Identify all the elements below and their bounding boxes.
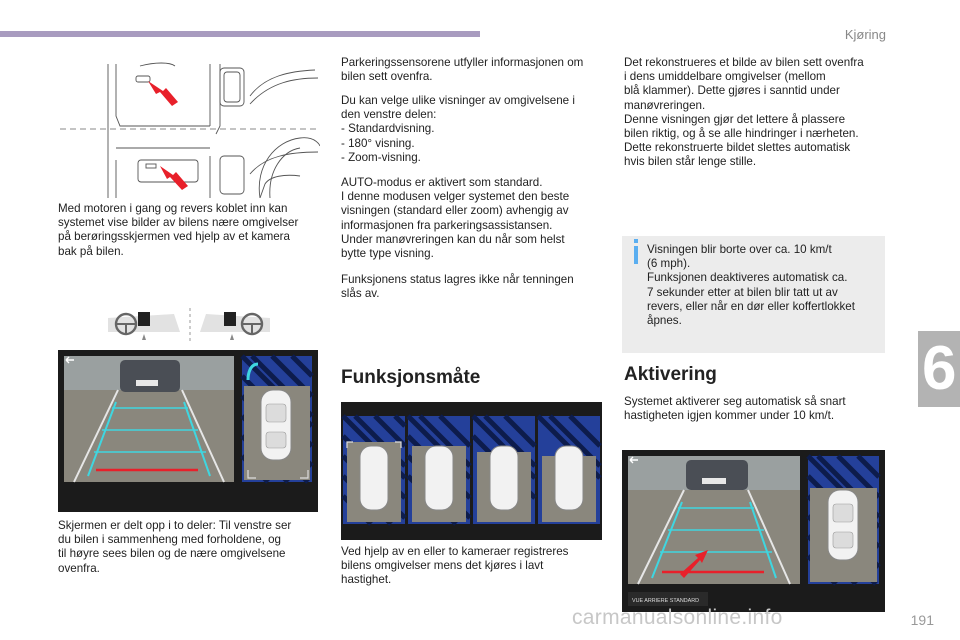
text-line: - Standardvisning. <box>341 122 435 136</box>
text-line: 7 sekunder etter at bilen blir tatt ut av <box>647 285 838 299</box>
text-line: slås av. <box>341 287 380 301</box>
text-line: - 180° visning. <box>341 136 415 150</box>
top-view-sequence-illustration <box>341 402 602 540</box>
col2-paragraph-1 <box>341 56 583 84</box>
text-line: AUTO-modus er aktivert som standard. <box>341 176 543 189</box>
text-line: visningen (standard eller zoom) avhengig av <box>341 204 569 218</box>
watermark: carmanualsonline.info <box>572 606 783 629</box>
col2-paragraph-3 <box>341 176 569 261</box>
text-line: bak på bilen. <box>58 244 124 258</box>
text-line: i dens umiddelbare omgivelser (mellom <box>624 70 826 84</box>
text-line: (6 mph). <box>647 257 691 271</box>
col1-paragraph-1 <box>58 202 298 259</box>
text-line: Parkeringssensorene utfyller informasjonen om <box>341 56 584 69</box>
text-line: åpnes. <box>647 314 682 328</box>
text-line: Det rekonstrueres et bilde av bilen sett ovenfra <box>624 56 864 69</box>
text-line: Dette rekonstruerte bildet slettes automatisk <box>624 141 851 155</box>
text-line: på berøringsskjermen ved hjelp av et kamera <box>58 230 290 244</box>
text-line: informasjonen fra parkeringsassistansen. <box>341 218 553 232</box>
text-line: bilen sett ovenfra. <box>341 70 433 84</box>
text-line: bytte type visning. <box>341 247 434 261</box>
chapter-tab[interactable] <box>918 331 960 407</box>
text-line: Systemet aktiverer seg automatisk så snart <box>624 395 846 408</box>
text-line: I denne modusen velger systemet den beste <box>341 190 570 204</box>
text-line: Under manøvreringen kan du når som helst <box>341 232 565 246</box>
heading-aktivering: Aktivering <box>624 364 717 385</box>
top-accent-bar <box>0 31 480 37</box>
col2-paragraph-5 <box>341 545 568 588</box>
info-text <box>647 243 855 328</box>
text-line: Du kan velge ulike visninger av omgivelsene i <box>341 94 575 107</box>
text-line: hvis bilen står lenge stille. <box>624 155 757 169</box>
text-line: til høyre sees bilen og de nære omgivelsene <box>58 547 286 561</box>
col3-paragraph-2 <box>624 395 846 423</box>
text-line: bilen riktig, og å se alle hindringer i nærheten. <box>624 127 859 141</box>
text-line: Funksjonens status lagres ikke når tenningen <box>341 273 574 286</box>
text-line: Funksjonen deaktiveres automatisk ca. <box>647 271 848 285</box>
text-line: hastighet. <box>341 573 392 587</box>
col1-paragraph-2 <box>58 519 291 576</box>
text-line: Ved hjelp av en eller to kameraer registreres <box>341 545 569 558</box>
info-icon <box>634 239 638 243</box>
camera-screen-activation <box>622 450 885 612</box>
text-line: manøvreringen. <box>624 98 706 112</box>
text-line: systemet vise bilder av bilens nære omgivelser <box>58 216 299 230</box>
steering-wheel-diagram <box>104 304 276 346</box>
screen-view-label: VUE ARRIERE STANDARD <box>632 598 699 604</box>
text-line: Denne visningen gjør det lettere å plassere <box>624 112 846 126</box>
text-line: - Zoom-visning. <box>341 150 421 164</box>
text-line: Visningen blir borte over ca. 10 km/t <box>647 243 832 256</box>
text-line: Med motoren i gang og revers koblet inn kan <box>58 202 288 215</box>
text-line: ovenfra. <box>58 561 100 575</box>
text-line: den venstre delen: <box>341 108 437 122</box>
text-line: hastigheten igjen kommer under 10 km/t. <box>624 409 835 423</box>
col2-paragraph-4 <box>341 273 574 301</box>
col2-paragraph-2 <box>341 94 575 165</box>
text-line: du bilen i sammenheng med forholdene, og <box>58 533 282 547</box>
text-line: Skjermen er delt opp i to deler: Til venstre ser <box>58 519 292 532</box>
chapter-number: 6 <box>922 334 957 403</box>
text-line: bilens omgivelser mens det kjøres i lavt <box>341 559 544 573</box>
info-icon-bar <box>634 246 638 264</box>
col3-paragraph-1 <box>624 56 864 170</box>
text-line: revers, eller når en dør eller koffertlokket <box>647 299 855 313</box>
rear-camera-location-illustration <box>60 56 320 198</box>
page-number: 191 <box>910 612 934 628</box>
camera-screen-standard <box>58 350 318 512</box>
text-line: blå klammer). Dette gjøres i sanntid under <box>624 84 840 98</box>
section-title: Kjøring <box>844 27 886 42</box>
heading-funksjonsmate: Funksjonsmåte <box>341 367 481 388</box>
